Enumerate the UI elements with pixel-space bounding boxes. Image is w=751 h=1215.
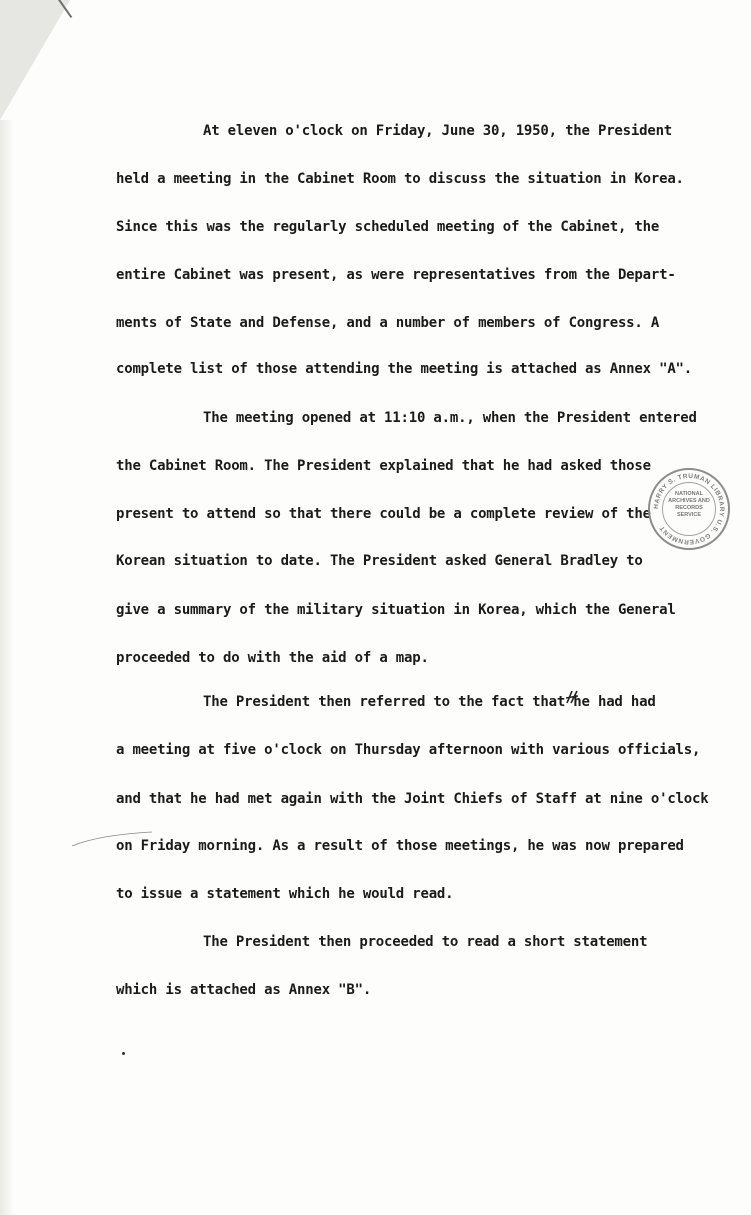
text-line: on Friday morning. As a result of those meetings, he was now prepared [116, 838, 684, 854]
text-line: the Cabinet Room. The President explained that he had asked those [116, 458, 651, 474]
handwritten-strikeout-mark [566, 690, 578, 704]
text-line: The President then proceeded to read a short statement [203, 934, 648, 950]
stray-pen-stroke [72, 830, 152, 848]
folded-corner [0, 0, 70, 120]
text-line: The President then referred to the fact that he had had [203, 694, 656, 710]
text-line: At eleven o'clock on Friday, June 30, 1950, the President [203, 123, 673, 139]
text-line: present to attend so that there could be a complete review of the [116, 506, 651, 522]
text-line: and that he had met again with the Joint Chiefs of Staff at nine o'clock [116, 791, 709, 807]
text-line: a meeting at five o'clock on Thursday afternoon with various officials, [116, 742, 701, 758]
text-line: Since this was the regularly scheduled meeting of the Cabinet, the [116, 219, 660, 235]
library-stamp [648, 468, 730, 550]
stamp-center-text [660, 491, 718, 519]
stamp-line: RECORDS [675, 505, 703, 511]
text-line: held a meeting in the Cabinet Room to discuss the situation in Korea. [116, 171, 684, 187]
page-edge-shadow [0, 120, 14, 1215]
text-line: give a summary of the military situation in Korea, which the General [116, 602, 676, 618]
text-line: entire Cabinet was present, as were representatives from the Depart- [116, 267, 676, 283]
text-line: The meeting opened at 11:10 a.m., when the President entered [203, 410, 697, 426]
text-line: proceeded to do with the aid of a map. [116, 650, 429, 666]
ink-speck [122, 1052, 125, 1055]
text-line: Korean situation to date. The President asked General Bradley to [116, 553, 643, 569]
text-line: which is attached as Annex "B". [116, 982, 372, 998]
stamp-line: NATIONAL [674, 491, 703, 497]
text-line: to issue a statement which he would read. [116, 886, 454, 902]
svg-text:HARRY S. TRUMAN LIBRARY U.S.: HARRY S. TRUMAN LIBRARY U.S. GOVERNMENT [652, 472, 726, 546]
text-line: complete list of those attending the meeting is attached as Annex "A". [116, 361, 693, 377]
stamp-line: ARCHIVES AND [668, 498, 710, 504]
stamp-line: SERVICE [676, 512, 702, 518]
text-line: ments of State and Defense, and a number of members of Congress. A [116, 315, 660, 331]
